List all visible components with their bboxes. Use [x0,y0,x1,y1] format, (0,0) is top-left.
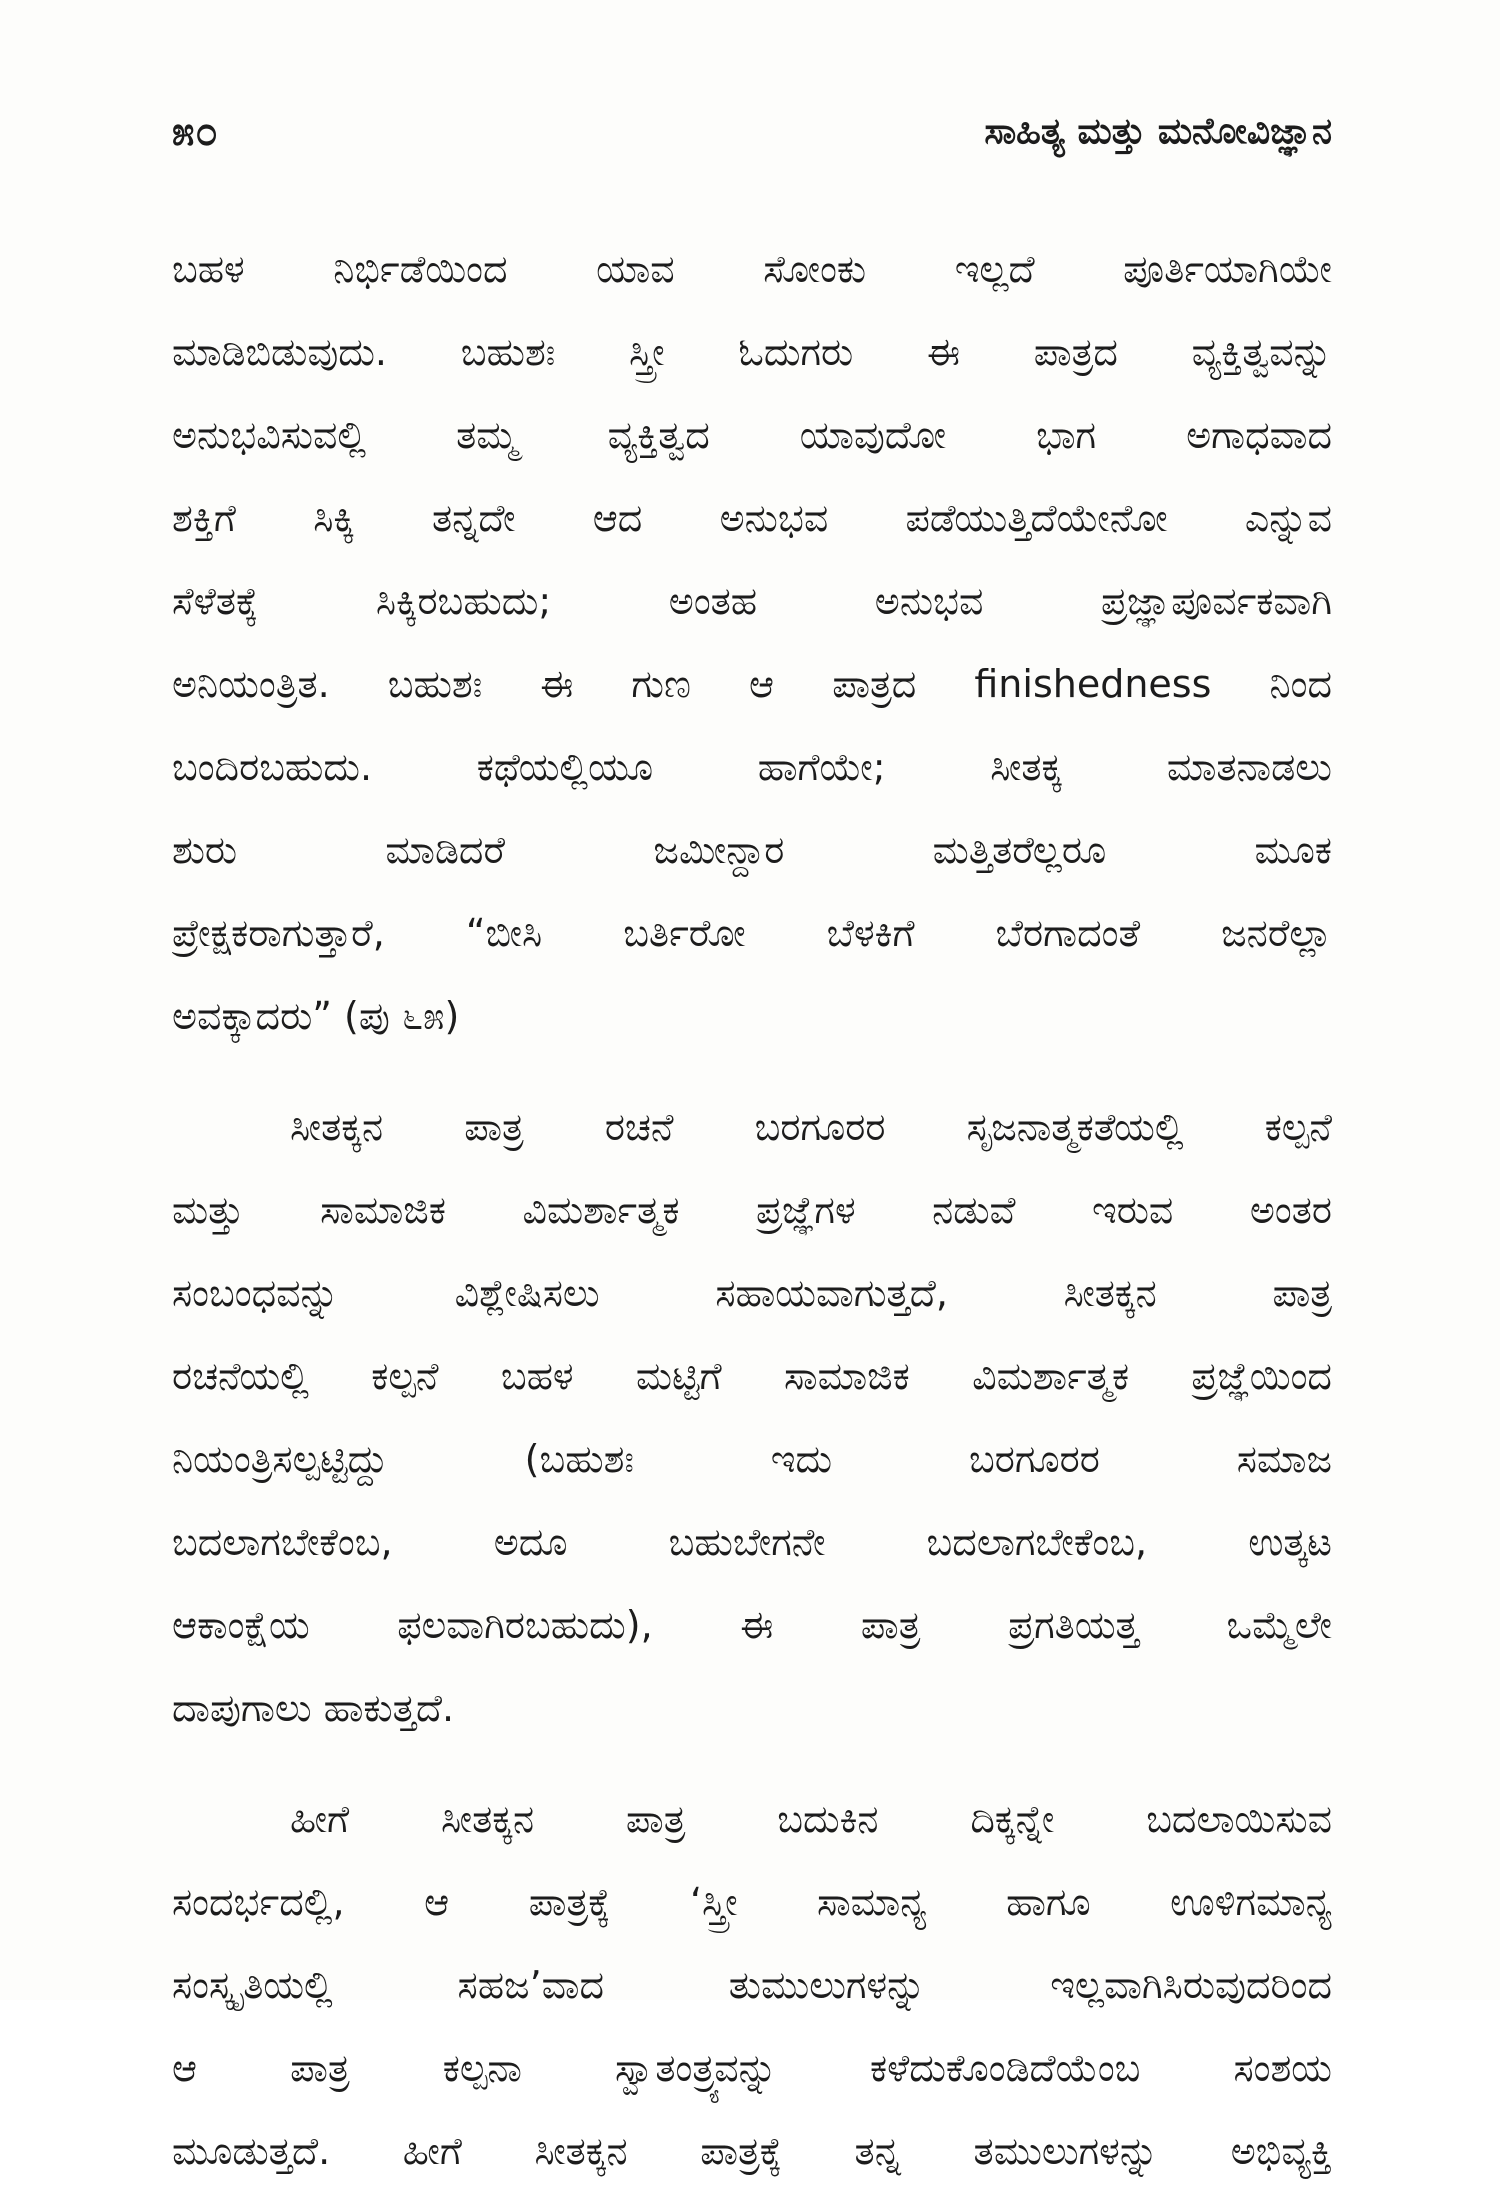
text-line: ಬದಲಾಗಬೇಕೆಂಬ, ಅದೂ ಬಹುಬೇಗನೇ ಬದಲಾಗಬೇಕೆಂಬ, ಉತ್ಕಟ [172,1520,1332,1564]
text-line: ಆ ಪಾತ್ರ ಕಲ್ಪನಾ ಸ್ವಾತಂತ್ರ್ಯವನ್ನು ಕಳೆದುಕೊಂಡಿದೆಯೆಂಬ ಸಂಶಯ [172,2046,1332,2090]
text-line: ನಿಯಂತ್ರಿಸಲ್ಪಟ್ಟಿದ್ದು (ಬಹುಶಃ ಇದು ಬರಗೂರರ ಸಮಾಜ [172,1437,1332,1481]
text-line: ಸಂದರ್ಭದಲ್ಲಿ, ಆ ಪಾತ್ರಕ್ಕೆ ‘ಸ್ತ್ರೀ ಸಾಮಾನ್ಯ ಹಾಗೂ ಊಳಿಗಮಾನ್ಯ [172,1880,1332,1924]
text-line: ಶುರು ಮಾಡಿದರೆ ಜಮೀನ್ದಾರ ಮತ್ತಿತರೆಲ್ಲರೂ ಮೂಕ [172,828,1332,872]
text-line: ಪ್ರೇಕ್ಷಕರಾಗುತ್ತಾರೆ, “ಬೀಸಿ ಬರ್ತಿರೋ ಬೆಳಕಿಗೆ ಬೆರಗಾದಂತೆ ಜನರೆಲ್ಲಾ [172,911,1332,955]
text-line: ಸಂಸ್ಕೃತಿಯಲ್ಲಿ ಸಹಜ’ವಾದ ತುಮುಲುಗಳನ್ನು ಇಲ್ಲವಾಗಿಸಿರುವುದರಿಂದ [172,1963,1332,2007]
paragraph-2 [172,1086,1332,1750]
text-line: ಮೂಡುತ್ತದೆ. ಹೀಗೆ ಸೀತಕ್ಕನ ಪಾತ್ರಕ್ಕೆ ತನ್ನ ತಮುಲುಗಳನ್ನು ಅಭಿವ್ಯಕ್ತಿ [172,2129,1332,2173]
page-number: ೫೦ [172,109,219,155]
text-line: ರಚನೆಯಲ್ಲಿ ಕಲ್ಪನೆ ಬಹಳ ಮಟ್ಟಿಗೆ ಸಾಮಾಜಿಕ ವಿಮರ್ಶಾತ್ಮಕ ಪ್ರಜ್ಞೆಯಿಂದ [172,1354,1332,1398]
text-line: ಸಂಬಂಧವನ್ನು ವಿಶ್ಲೇಷಿಸಲು ಸಹಾಯವಾಗುತ್ತದೆ, ಸೀತಕ್ಕನ ಪಾತ್ರ [172,1271,1332,1315]
text-line: ಸೀತಕ್ಕನ ಪಾತ್ರ ರಚನೆ ಬರಗೂರರ ಸೃಜನಾತ್ಮಕತೆಯಲ್ಲಿ ಕಲ್ಪನೆ [290,1105,1332,1149]
text-line: ಬಹಳ ನಿರ್ಭಿಡೆಯಿಂದ ಯಾವ ಸೋಂಕು ಇಲ್ಲದೆ ಪೂರ್ತಿಯಾಗಿಯೇ [172,247,1332,291]
running-header [172,92,1332,172]
text-line: ಅನಿಯಂತ್ರಿತ. ಬಹುಶಃ ಈ ಗುಣ ಆ ಪಾತ್ರದ finishedness ನಿಂದ [172,662,1332,706]
body-text [172,228,1332,2193]
text-line: ಮತ್ತು ಸಾಮಾಜಿಕ ವಿಮರ್ಶಾತ್ಮಕ ಪ್ರಜ್ಞೆಗಳ ನಡುವೆ ಇರುವ ಅಂತರ [172,1188,1332,1232]
paragraph-1 [172,228,1332,1058]
text-line: ಶಕ್ತಿಗೆ ಸಿಕ್ಕಿ ತನ್ನದೇ ಆದ ಅನುಭವ ಪಡೆಯುತ್ತಿದೆಯೇನೋ ಎನ್ನುವ [172,496,1332,540]
paragraph-3 [172,1778,1332,2193]
text-line: ದಾಪುಗಾಲು ಹಾಕುತ್ತದೆ. [172,1686,455,1730]
text-line: ಅವಕ್ಕಾದರು” (ಪು ೬೫) [172,994,460,1038]
text-line: ಹೀಗೆ ಸೀತಕ್ಕನ ಪಾತ್ರ ಬದುಕಿನ ದಿಕ್ಕನ್ನೇ ಬದಲಾಯಿಸುವ [290,1797,1332,1841]
text-line: ಮಾಡಿಬಿಡುವುದು. ಬಹುಶಃ ಸ್ತ್ರೀ ಓದುಗರು ಈ ಪಾತ್ರದ ವ್ಯಕ್ತಿತ್ವವನ್ನು [172,330,1332,374]
text-line: ಸೆಳೆತಕ್ಕೆ ಸಿಕ್ಕಿರಬಹುದು; ಅಂತಹ ಅನುಭವ ಪ್ರಜ್ಞಾಪೂರ್ವಕವಾಗಿ [172,579,1332,623]
book-title: ಸಾಹಿತ್ಯ ಮತ್ತು ಮನೋವಿಜ್ಞಾನ [984,111,1332,152]
text-line: ಬಂದಿರಬಹುದು. ಕಥೆಯಲ್ಲಿಯೂ ಹಾಗೆಯೇ; ಸೀತಕ್ಕ ಮಾತನಾಡಲು [172,745,1332,789]
text-line: ಆಕಾಂಕ್ಷೆಯ ಫಲವಾಗಿರಬಹುದು), ಈ ಪಾತ್ರ ಪ್ರಗತಿಯತ್ತ ಒಮ್ಮೆಲೇ [172,1603,1332,1647]
text-line: ಅನುಭವಿಸುವಲ್ಲಿ ತಮ್ಮ ವ್ಯಕ್ತಿತ್ವದ ಯಾವುದೋ ಭಾಗ ಅಗಾಧವಾದ [172,413,1332,457]
